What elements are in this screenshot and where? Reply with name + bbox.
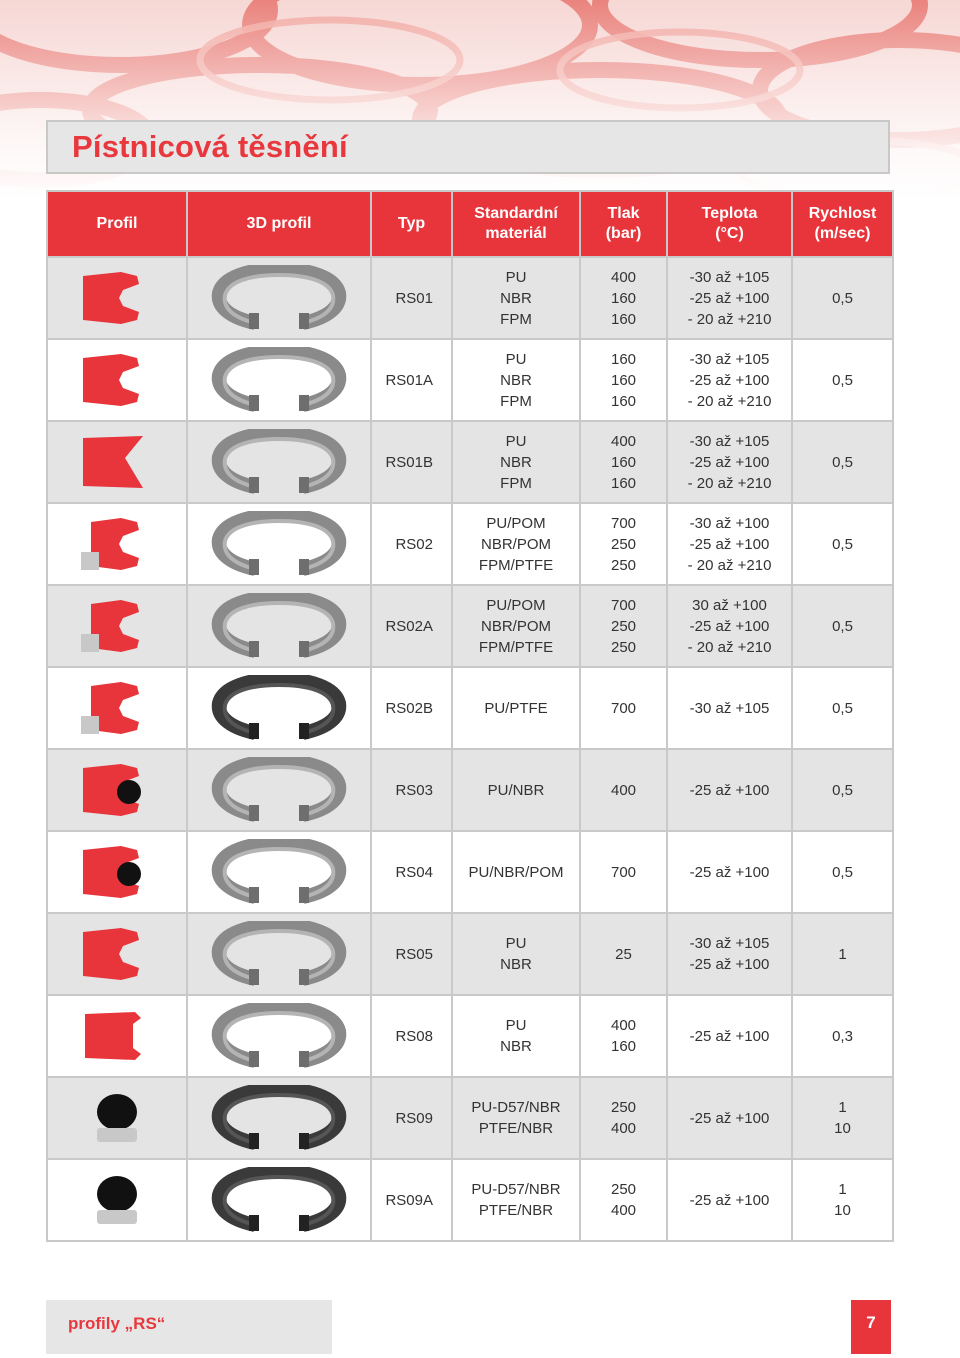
rows.4.tlak-line: 700 (610, 596, 637, 614)
rows.10.tlak-line: 400 (610, 1120, 637, 1137)
table-row (47, 831, 893, 913)
u-cup-profile-icon (48, 352, 186, 408)
profile-cell (47, 503, 187, 585)
rows.7.tlak-line: 700 (610, 863, 637, 881)
table-row (47, 421, 893, 503)
rows.7.teplota-line: -25 až +100 (689, 863, 770, 881)
rows.5.material-line: PU/PTFE (484, 699, 548, 717)
page-title: Pístnicová těsnění (72, 129, 348, 164)
typ-value: RS09A (385, 1191, 433, 1209)
table-row (47, 995, 893, 1077)
tlak-cell (580, 339, 667, 421)
header-typ: Typ (371, 191, 452, 257)
rows.2.material-line: NBR (500, 453, 532, 471)
tlak-cell (580, 585, 667, 667)
profile-cell (47, 1077, 187, 1159)
tlak-cell (580, 913, 667, 995)
typ-value: RS02A (385, 617, 433, 635)
rows.1.tlak-line: 160 (610, 350, 637, 368)
typ-cell (371, 339, 452, 421)
rows.10.rychlost-line: 10 (834, 1120, 851, 1137)
teplota-cell (667, 503, 792, 585)
rows.1.tlak-line: 160 (610, 392, 637, 410)
title-bar (46, 120, 890, 174)
tlak-cell (580, 503, 667, 585)
tlak-cell (580, 831, 667, 913)
seal-ring-3d-icon (188, 1167, 370, 1233)
header-3d-profil: 3D profil (187, 191, 371, 257)
rows.0.material-line: FPM (500, 310, 532, 328)
page-number: 7 (866, 1313, 876, 1332)
tlak-cell (580, 1077, 667, 1159)
rows.6.teplota-line: -25 až +100 (689, 781, 770, 799)
header-material: Standardní materiál (452, 191, 580, 257)
oring-with-ring-profile-icon (48, 1090, 186, 1146)
rows.5.teplota-line: -30 až +105 (689, 699, 770, 717)
3d-profile-cell (187, 995, 371, 1077)
table-row (47, 1077, 893, 1159)
material-cell (452, 257, 580, 339)
rows.1.teplota-line: -30 až +105 (689, 350, 770, 368)
seal-ring-3d-icon (188, 757, 370, 823)
profile-cell (47, 995, 187, 1077)
typ-value: RS04 (395, 863, 433, 881)
rows.8.tlak-line: 25 (615, 945, 632, 963)
rows.3.material-line: PU/POM (486, 514, 546, 532)
typ-value: RS02 (395, 535, 433, 553)
seal-ring-3d-icon (188, 265, 370, 331)
rychlost-cell (792, 585, 893, 667)
teplota-cell (667, 831, 792, 913)
rows.10.rychlost-line: 1 (838, 1099, 847, 1116)
material-cell (452, 421, 580, 503)
teplota-cell (667, 257, 792, 339)
rychlost-cell (792, 1159, 893, 1241)
rows.0.tlak-line: 400 (610, 268, 637, 286)
typ-value: RS09 (395, 1109, 433, 1127)
rows.10.material-line: PTFE/NBR (478, 1120, 554, 1137)
typ-value: RS01A (385, 371, 433, 389)
typ-cell (371, 749, 452, 831)
rows.2.teplota-line: - 20 až +210 (687, 474, 772, 492)
rows.10.tlak-line: 250 (610, 1099, 637, 1116)
teplota-cell (667, 913, 792, 995)
header-tlak: Tlak (bar) (580, 191, 667, 257)
typ-cell (371, 1077, 452, 1159)
3d-profile-cell (187, 749, 371, 831)
seal-ring-3d-icon (188, 511, 370, 577)
u-cup-with-oring-profile-icon (48, 844, 186, 900)
table-row (47, 503, 893, 585)
rows.8.material-line: NBR (500, 956, 532, 973)
rows.3.tlak-line: 700 (610, 514, 637, 532)
teplota-cell (667, 667, 792, 749)
typ-cell (371, 913, 452, 995)
rows.4.teplota-line: -25 až +100 (689, 617, 770, 635)
rows.3.tlak-line: 250 (610, 556, 637, 574)
material-cell (452, 995, 580, 1077)
oring-with-ring-profile-icon (48, 1172, 186, 1228)
tlak-cell (580, 421, 667, 503)
material-cell (452, 831, 580, 913)
rows.6.rychlost-line: 0,5 (832, 781, 853, 799)
typ-value: RS03 (395, 781, 433, 799)
rows.2.teplota-line: -25 až +100 (689, 453, 770, 471)
rows.11.tlak-line: 250 (610, 1181, 637, 1198)
rows.8.teplota-line: -25 až +100 (689, 956, 770, 973)
material-cell (452, 503, 580, 585)
seal-ring-3d-icon (188, 921, 370, 987)
rychlost-cell (792, 421, 893, 503)
rows.5.rychlost-line: 0,5 (832, 699, 853, 717)
u-cup-with-ring-profile-icon (48, 516, 186, 572)
3d-profile-cell (187, 339, 371, 421)
teplota-cell (667, 1077, 792, 1159)
rows.4.teplota-line: 30 až +100 (692, 596, 767, 614)
rows.7.material-line: PU/NBR/POM (468, 863, 564, 881)
seal-ring-3d-icon (188, 1085, 370, 1151)
rows.1.tlak-line: 160 (610, 371, 637, 389)
seal-ring-3d-icon (188, 839, 370, 905)
header-rychlost: Rychlost (m/sec) (792, 191, 893, 257)
rows.3.material-line: FPM/PTFE (478, 556, 554, 574)
rows.0.material-line: PU (505, 268, 527, 286)
tlak-cell (580, 749, 667, 831)
rows.8.material-line: PU (505, 935, 527, 952)
footer-section-label (46, 1300, 332, 1354)
teplota-cell (667, 339, 792, 421)
typ-cell (371, 421, 452, 503)
table-header-row (47, 191, 893, 257)
table-row (47, 1159, 893, 1241)
profile-cell (47, 585, 187, 667)
profile-cell (47, 1159, 187, 1241)
typ-cell (371, 503, 452, 585)
rows.2.teplota-line: -30 až +105 (689, 432, 770, 450)
seal-table (46, 190, 894, 1242)
rows.3.teplota-line: - 20 až +210 (687, 556, 772, 574)
rows.4.material-line: PU/POM (486, 596, 546, 614)
rows.3.rychlost-line: 0,5 (832, 535, 853, 553)
rows.4.material-line: FPM/PTFE (478, 638, 554, 656)
rows.6.material-line: PU/NBR (487, 781, 545, 799)
rows.3.material-line: NBR/POM (480, 535, 551, 553)
rychlost-cell (792, 995, 893, 1077)
v-lip-profile-icon (48, 434, 186, 490)
rows.9.material-line: NBR (500, 1038, 532, 1055)
footer-page-box (851, 1300, 891, 1354)
rows.4.tlak-line: 250 (610, 638, 637, 656)
tlak-cell (580, 257, 667, 339)
u-cup-profile-icon (48, 270, 186, 326)
3d-profile-cell (187, 1159, 371, 1241)
rychlost-cell (792, 503, 893, 585)
material-cell (452, 1077, 580, 1159)
rows.8.rychlost-line: 1 (838, 945, 847, 963)
3d-profile-cell (187, 831, 371, 913)
rows.2.tlak-line: 160 (610, 474, 637, 492)
rows.0.teplota-line: - 20 až +210 (687, 310, 772, 328)
rows.0.rychlost-line: 0,5 (832, 289, 853, 307)
rows.1.material-line: PU (505, 350, 527, 368)
rows.9.teplota-line: -25 až +100 (689, 1027, 770, 1045)
rychlost-cell (792, 1077, 893, 1159)
rows.9.rychlost-line: 0,3 (832, 1027, 853, 1045)
typ-value: RS05 (395, 945, 433, 963)
rychlost-cell (792, 339, 893, 421)
rows.2.tlak-line: 400 (610, 432, 637, 450)
table-row (47, 585, 893, 667)
rychlost-cell (792, 667, 893, 749)
rows.10.material-line: PU-D57/NBR (471, 1099, 561, 1116)
rows.2.rychlost-line: 0,5 (832, 453, 853, 471)
rows.4.tlak-line: 250 (610, 617, 637, 635)
profile-cell (47, 667, 187, 749)
rows.7.rychlost-line: 0,5 (832, 863, 853, 881)
rows.9.material-line: PU (505, 1017, 527, 1034)
3d-profile-cell (187, 585, 371, 667)
table-row (47, 667, 893, 749)
rows.4.material-line: NBR/POM (480, 617, 551, 635)
typ-cell (371, 1159, 452, 1241)
material-cell (452, 1159, 580, 1241)
rows.3.tlak-line: 250 (610, 535, 637, 553)
typ-value: RS02B (385, 699, 433, 717)
teplota-cell (667, 421, 792, 503)
profile-cell (47, 421, 187, 503)
table-row (47, 257, 893, 339)
typ-value: RS01 (395, 289, 433, 307)
material-cell (452, 585, 580, 667)
3d-profile-cell (187, 503, 371, 585)
header-profil: Profil (47, 191, 187, 257)
teplota-cell (667, 749, 792, 831)
tlak-cell (580, 1159, 667, 1241)
footer-label: profily „RS“ (68, 1314, 166, 1333)
rows.1.rychlost-line: 0,5 (832, 371, 853, 389)
rows.6.tlak-line: 400 (610, 781, 637, 799)
u-cup-with-oring-profile-icon (48, 762, 186, 818)
rows.9.tlak-line: 400 (610, 1017, 637, 1034)
rows.4.rychlost-line: 0,5 (832, 617, 853, 635)
tlak-cell (580, 667, 667, 749)
seal-ring-3d-icon (188, 347, 370, 413)
rows.0.teplota-line: -30 až +105 (689, 268, 770, 286)
typ-cell (371, 257, 452, 339)
rows.2.material-line: PU (505, 432, 527, 450)
rows.11.material-line: PTFE/NBR (478, 1202, 554, 1219)
u-cup-profile-icon (48, 926, 186, 982)
seal-ring-3d-icon (188, 675, 370, 741)
rows.1.teplota-line: -25 až +100 (689, 371, 770, 389)
teplota-cell (667, 1159, 792, 1241)
rychlost-cell (792, 831, 893, 913)
rychlost-cell (792, 749, 893, 831)
profile-cell (47, 749, 187, 831)
rows.0.tlak-line: 160 (610, 289, 637, 307)
3d-profile-cell (187, 913, 371, 995)
header-teplota: Teplota (°C) (667, 191, 792, 257)
rows.2.material-line: FPM (500, 474, 532, 492)
3d-profile-cell (187, 667, 371, 749)
profile-cell (47, 831, 187, 913)
material-cell (452, 913, 580, 995)
rows.0.material-line: NBR (500, 289, 532, 307)
table-row (47, 339, 893, 421)
rows.2.tlak-line: 160 (610, 453, 637, 471)
rows.1.teplota-line: - 20 až +210 (687, 392, 772, 410)
tlak-cell (580, 995, 667, 1077)
rows.3.teplota-line: -25 až +100 (689, 535, 770, 553)
profile-cell (47, 913, 187, 995)
rows.11.rychlost-line: 1 (838, 1181, 847, 1198)
typ-cell (371, 995, 452, 1077)
table-row (47, 913, 893, 995)
rows.3.teplota-line: -30 až +100 (689, 514, 770, 532)
rows.9.tlak-line: 160 (610, 1038, 637, 1055)
profile-cell (47, 339, 187, 421)
typ-cell (371, 667, 452, 749)
seal-ring-3d-icon (188, 1003, 370, 1069)
rows.11.material-line: PU-D57/NBR (471, 1181, 561, 1198)
table-row (47, 749, 893, 831)
material-cell (452, 339, 580, 421)
u-cup-with-ring-profile-icon (48, 680, 186, 736)
rows.0.teplota-line: -25 až +100 (689, 289, 770, 307)
rychlost-cell (792, 913, 893, 995)
block-profile-icon (48, 1008, 186, 1064)
typ-cell (371, 585, 452, 667)
material-cell (452, 749, 580, 831)
rows.0.tlak-line: 160 (610, 310, 637, 328)
3d-profile-cell (187, 257, 371, 339)
typ-value: RS08 (395, 1027, 433, 1045)
teplota-cell (667, 995, 792, 1077)
profile-cell (47, 257, 187, 339)
rows.11.rychlost-line: 10 (834, 1202, 851, 1219)
rows.4.teplota-line: - 20 až +210 (687, 638, 772, 656)
rows.11.tlak-line: 400 (610, 1202, 637, 1219)
seal-ring-3d-icon (188, 429, 370, 495)
material-cell (452, 667, 580, 749)
rows.5.tlak-line: 700 (610, 699, 637, 717)
seal-ring-3d-icon (188, 593, 370, 659)
rychlost-cell (792, 257, 893, 339)
typ-cell (371, 831, 452, 913)
rows.10.teplota-line: -25 až +100 (689, 1109, 770, 1127)
3d-profile-cell (187, 421, 371, 503)
3d-profile-cell (187, 1077, 371, 1159)
typ-value: RS01B (385, 453, 433, 471)
rows.1.material-line: NBR (500, 371, 532, 389)
u-cup-with-ring-profile-icon (48, 598, 186, 654)
teplota-cell (667, 585, 792, 667)
rows.8.teplota-line: -30 až +105 (689, 935, 770, 952)
rows.11.teplota-line: -25 až +100 (689, 1191, 770, 1209)
rows.1.material-line: FPM (500, 392, 532, 410)
